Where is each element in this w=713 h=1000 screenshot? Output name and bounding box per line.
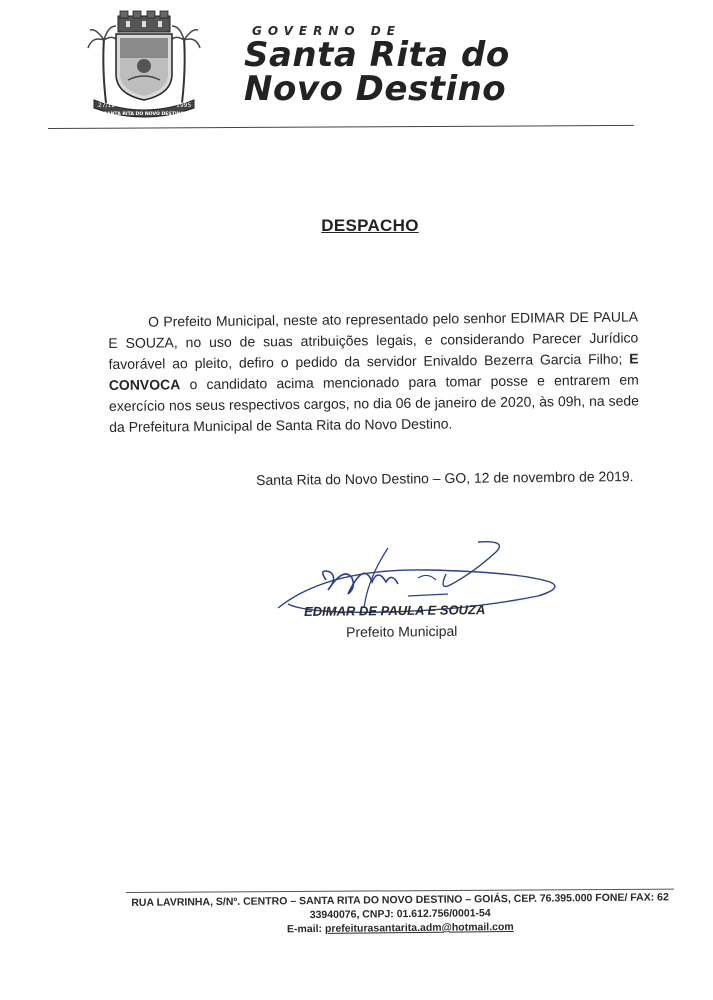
date-line: Santa Rita do Novo Destino – GO, 12 de novembro de 2019.: [256, 468, 634, 488]
footer-email-link[interactable]: prefeiturasantarita.adm@hotmail.com: [324, 920, 514, 935]
body-text-part2: o candidato acima mencionado para tomar posse e entrarem em exercício nos seus respectivos cargos, no dia 06 de janeiro de 2020, às 09h, na sede da Prefeitura Municipal de Santa Rita do Novo Destino.: [108, 371, 640, 435]
body-paragraph: [108, 306, 639, 438]
signatory-name: EDIMAR DE PAULA E SOUZA: [304, 602, 486, 619]
crest-text-right: 1995: [176, 102, 192, 109]
municipal-crest-icon: [84, 8, 204, 118]
crest-text-bottom: SANTA RITA DO NOVO DESTINO: [103, 112, 185, 117]
footer-address: RUA LAVRINHA, S/Nº. CENTRO – SANTA RITA DO NOVO DESTINO – GOIÁS, CEP. 76.395.000 FONE/ FAX: 62 33940076, CNPJ: 01.612.756/0001-54: [131, 891, 669, 922]
crest-text-left: 27/12: [98, 102, 116, 109]
government-prefix: GOVERNO DE: [252, 24, 401, 38]
body-bold-text: E CONVOCA: [108, 350, 639, 393]
municipality-name-line1: Santa Rita do: [244, 35, 510, 75]
municipality-name: [244, 35, 664, 109]
header-divider: [48, 125, 634, 129]
document-title: DESPACHO: [321, 216, 419, 235]
footer-email-label: E-mail:: [286, 922, 323, 936]
signatory-role: Prefeito Municipal: [346, 622, 458, 640]
municipality-name-line2: Novo Destino: [244, 69, 507, 109]
body-text-part1: O Prefeito Municipal, neste ato representado pelo senhor EDIMAR DE PAULA E SOUZA, no uso de suas atribuições legais, e considerando Parecer Jurídico favorável ao pleito, defiro o pedido da servidor Enivaldo Bezerra Garcia Filho;: [108, 308, 639, 372]
footer-address-block: [126, 890, 674, 938]
